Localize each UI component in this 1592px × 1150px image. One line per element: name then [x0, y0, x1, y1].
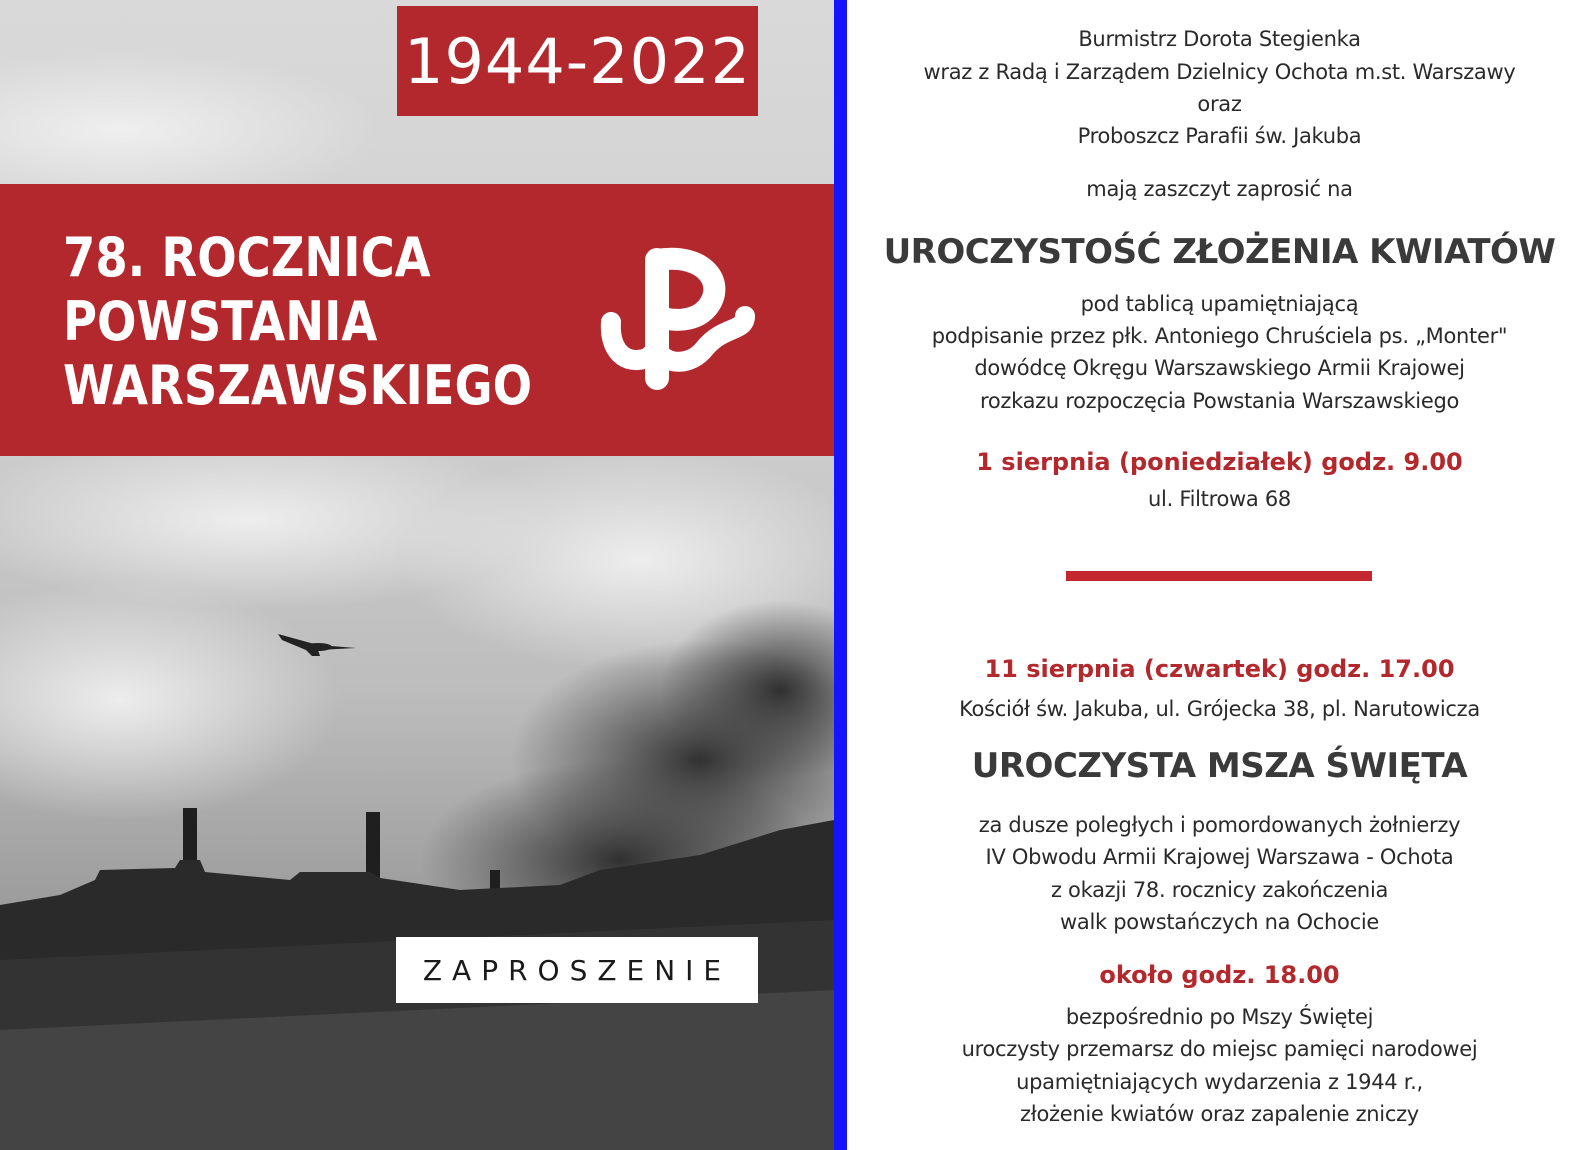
- event1-description-line: pod tablicą upamiętniającą: [1080, 292, 1359, 316]
- host-line: oraz: [1197, 92, 1242, 116]
- event3-time: około godz. 18.00: [1099, 961, 1340, 989]
- invitation-badge: ZAPROSZENIE: [396, 937, 758, 1003]
- host-line: Proboszcz Parafii św. Jakuba: [1077, 124, 1362, 148]
- event2-description-line: z okazji 78. rocznicy zakończenia: [1050, 878, 1389, 902]
- event3-description-line: upamiętniających wydarzenia z 1944 r.,: [1016, 1070, 1423, 1094]
- event2-description-line: IV Obwodu Armii Krajowej Warszawa - Ochota: [985, 845, 1454, 869]
- event1-description-line: dowódcę Okręgu Warszawskiego Armii Krajowej: [974, 356, 1465, 380]
- cover-title: [63, 226, 532, 418]
- event3-description-line: złożenie kwiatów oraz zapalenie zniczy: [1020, 1102, 1419, 1126]
- event3-description-line: bezpośrednio po Mszy Świętej: [1065, 1005, 1374, 1029]
- cover-title-line: POWSTANIA: [63, 290, 378, 353]
- event2-title: UROCZYSTA MSZA ŚWIĘTA: [971, 746, 1468, 786]
- event2-date: 11 sierpnia (czwartek) godz. 17.00: [984, 655, 1455, 683]
- event2-description-line: walk powstańczych na Ochocie: [1060, 910, 1379, 934]
- section-divider: [1066, 571, 1372, 581]
- host-line: wraz z Radą i Zarządem Dzielnicy Ochota m.st. Warszawy: [923, 60, 1516, 84]
- invitation-page: [847, 0, 1592, 1150]
- intro-text: mają zaszczyt zaprosić na: [1086, 177, 1353, 201]
- host-line: Burmistrz Dorota Stegienka: [1078, 27, 1361, 51]
- event1-place: ul. Filtrowa 68: [1148, 487, 1291, 511]
- event1-description-line: podpisanie przez płk. Antoniego Chruściela ps. „Monter": [931, 324, 1508, 348]
- event1-title: UROCZYSTOŚĆ ZŁOŻENIA KWIATÓW: [883, 232, 1556, 272]
- kotwica-anchor-icon: [595, 238, 765, 408]
- cover-title-line: WARSZAWSKIEGO: [63, 354, 533, 417]
- years-banner: 1944-2022: [397, 6, 758, 116]
- event2-description-line: za dusze poległych i pomordowanych żołnierzy: [978, 813, 1461, 837]
- page-divider: [834, 0, 847, 1150]
- event1-date: 1 sierpnia (poniedziałek) godz. 9.00: [976, 448, 1463, 476]
- event3-description-line: uroczysty przemarsz do miejsc pamięci narodowej: [961, 1037, 1478, 1061]
- event1-description-line: rozkazu rozpoczęcia Powstania Warszawskiego: [979, 389, 1460, 413]
- cover-title-line: 78. ROCZNICA: [63, 226, 431, 289]
- event2-place: Kościół św. Jakuba, ul. Grójecka 38, pl. Narutowicza: [959, 697, 1480, 721]
